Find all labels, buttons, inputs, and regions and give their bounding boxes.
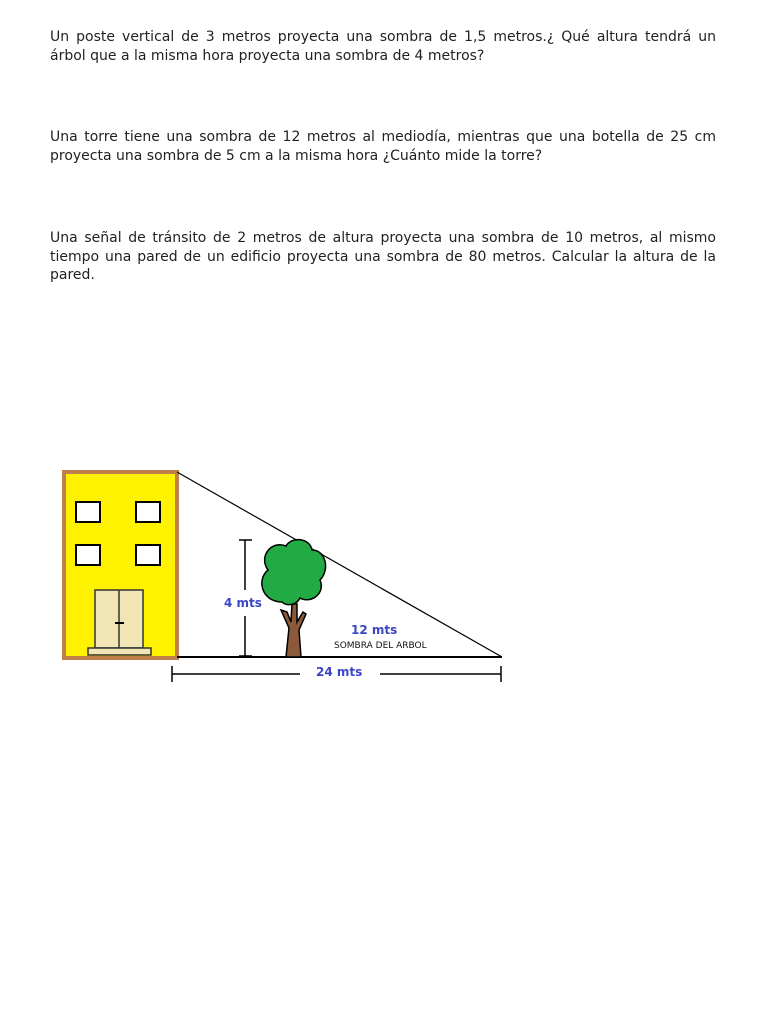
total-shadow-label: 24 mts xyxy=(316,665,363,679)
building-window xyxy=(76,502,100,522)
building-window xyxy=(136,545,160,565)
problem-1-text: Un poste vertical de 3 metros proyecta una sombra de 1,5 metros.¿ Qué altura tendrá un árbol que a la misma hora proyecta una sombra de 4 metros? xyxy=(50,29,716,64)
tree-icon xyxy=(262,540,326,657)
problem-2-text: Una torre tiene una sombra de 12 metros al mediodía, mientras que una botella de 25 cm proyecta una sombra de 5 cm a la misma hora ¿Cuánto mide la torre? xyxy=(50,129,716,164)
sun-ray-line xyxy=(177,472,502,657)
building-window xyxy=(76,545,100,565)
shadow-diagram xyxy=(0,440,768,700)
problem-3-text: Una señal de tránsito de 2 metros de altura proyecta una sombra de 10 metros, al mismo tiempo una pared de un edificio proyecta una sombra de 80 metros. Calcular la altura de la pared. xyxy=(50,230,716,283)
tree-shadow-caption: SOMBRA DEL ARBOL xyxy=(334,641,427,651)
building-window xyxy=(136,502,160,522)
tree-height-label: 4 mts xyxy=(224,596,262,610)
building-door xyxy=(88,590,151,655)
building-icon xyxy=(64,472,177,658)
tree-shadow-label: 12 mts xyxy=(351,623,398,637)
